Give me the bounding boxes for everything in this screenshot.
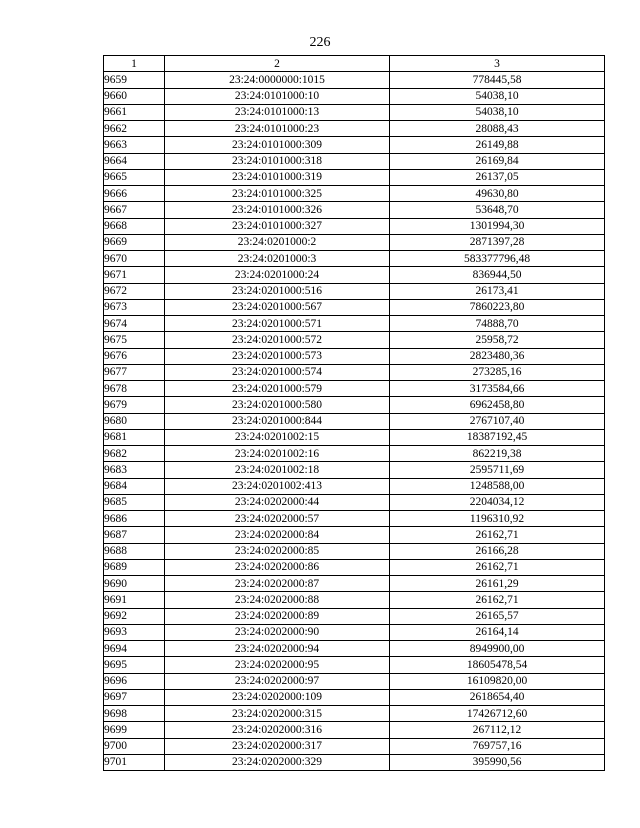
table-row bbox=[104, 689, 605, 705]
table-row bbox=[104, 478, 605, 494]
cadastral-value-cell: 18605478,54 bbox=[390, 657, 605, 673]
cadastral-number-cell: 23:24:0202000:317 bbox=[165, 738, 390, 754]
row-number-cell: 9660 bbox=[104, 88, 165, 104]
cadastral-value-cell: 2823480,36 bbox=[390, 348, 605, 364]
cadastral-number-cell: 23:24:0101000:10 bbox=[165, 88, 390, 104]
table-row bbox=[104, 88, 605, 104]
cadastral-number-cell: 23:24:0201000:3 bbox=[165, 251, 390, 267]
row-number-cell: 9676 bbox=[104, 348, 165, 364]
cadastral-value-cell: 54038,10 bbox=[390, 88, 605, 104]
table-row bbox=[104, 494, 605, 510]
table-row bbox=[104, 251, 605, 267]
cadastral-value-cell: 273285,16 bbox=[390, 364, 605, 380]
cadastral-number-cell: 23:24:0202000:85 bbox=[165, 543, 390, 559]
cadastral-number-cell: 23:24:0202000:86 bbox=[165, 559, 390, 575]
cadastral-value-cell: 26162,71 bbox=[390, 559, 605, 575]
cadastral-value-cell: 26149,88 bbox=[390, 137, 605, 153]
cadastral-value-cell: 17426712,60 bbox=[390, 706, 605, 722]
table-row bbox=[104, 462, 605, 478]
cadastral-number-cell: 23:24:0201000:572 bbox=[165, 332, 390, 348]
row-number-cell: 9668 bbox=[104, 218, 165, 234]
table-row bbox=[104, 397, 605, 413]
row-number-cell: 9697 bbox=[104, 689, 165, 705]
table-row bbox=[104, 543, 605, 559]
cadastral-value-cell: 7860223,80 bbox=[390, 299, 605, 315]
cadastral-value-cell: 2871397,28 bbox=[390, 234, 605, 250]
table-row bbox=[104, 429, 605, 445]
row-number-cell: 9687 bbox=[104, 527, 165, 543]
row-number-cell: 9681 bbox=[104, 429, 165, 445]
table-row bbox=[104, 348, 605, 364]
cadastral-value-cell: 1248588,00 bbox=[390, 478, 605, 494]
cadastral-number-cell: 23:24:0101000:318 bbox=[165, 153, 390, 169]
row-number-cell: 9666 bbox=[104, 186, 165, 202]
cadastral-number-cell: 23:24:0101000:326 bbox=[165, 202, 390, 218]
cadastral-number-cell: 23:24:0202000:90 bbox=[165, 624, 390, 640]
row-number-cell: 9696 bbox=[104, 673, 165, 689]
cadastral-value-cell: 54038,10 bbox=[390, 104, 605, 120]
row-number-cell: 9694 bbox=[104, 641, 165, 657]
cadastral-number-cell: 23:24:0201000:574 bbox=[165, 364, 390, 380]
table-row bbox=[104, 72, 605, 88]
row-number-cell: 9678 bbox=[104, 381, 165, 397]
table-row bbox=[104, 446, 605, 462]
table-row bbox=[104, 169, 605, 185]
column-header-cadastral-number: 2 bbox=[165, 56, 390, 72]
row-number-cell: 9671 bbox=[104, 267, 165, 283]
row-number-cell: 9670 bbox=[104, 251, 165, 267]
table-row bbox=[104, 673, 605, 689]
cadastral-value-cell: 74888,70 bbox=[390, 316, 605, 332]
cadastral-number-cell: 23:24:0202000:44 bbox=[165, 494, 390, 510]
row-number-cell: 9662 bbox=[104, 121, 165, 137]
cadastral-value-cell: 583377796,48 bbox=[390, 251, 605, 267]
cadastral-value-cell: 26161,29 bbox=[390, 576, 605, 592]
row-number-cell: 9698 bbox=[104, 706, 165, 722]
cadastral-value-table bbox=[103, 55, 605, 771]
table-row bbox=[104, 706, 605, 722]
cadastral-value-cell: 16109820,00 bbox=[390, 673, 605, 689]
cadastral-number-cell: 23:24:0202000:89 bbox=[165, 608, 390, 624]
table-row bbox=[104, 381, 605, 397]
row-number-cell: 9691 bbox=[104, 592, 165, 608]
cadastral-number-cell: 23:24:0201000:567 bbox=[165, 299, 390, 315]
cadastral-number-cell: 23:24:0201000:844 bbox=[165, 413, 390, 429]
row-number-cell: 9689 bbox=[104, 559, 165, 575]
page-number: 226 bbox=[309, 35, 331, 50]
cadastral-number-cell: 23:24:0202000:97 bbox=[165, 673, 390, 689]
table-row bbox=[104, 267, 605, 283]
cadastral-number-cell: 23:24:0101000:309 bbox=[165, 137, 390, 153]
row-number-cell: 9675 bbox=[104, 332, 165, 348]
cadastral-value-cell: 769757,16 bbox=[390, 738, 605, 754]
table-row bbox=[104, 608, 605, 624]
table-row bbox=[104, 364, 605, 380]
row-number-cell: 9667 bbox=[104, 202, 165, 218]
cadastral-value-cell: 778445,58 bbox=[390, 72, 605, 88]
row-number-cell: 9688 bbox=[104, 543, 165, 559]
cadastral-value-cell: 1196310,92 bbox=[390, 511, 605, 527]
cadastral-value-cell: 2595711,69 bbox=[390, 462, 605, 478]
cadastral-number-cell: 23:24:0202000:94 bbox=[165, 641, 390, 657]
cadastral-value-cell: 836944,50 bbox=[390, 267, 605, 283]
cadastral-number-cell: 23:24:0202000:109 bbox=[165, 689, 390, 705]
cadastral-number-cell: 23:24:0201000:579 bbox=[165, 381, 390, 397]
row-number-cell: 9665 bbox=[104, 169, 165, 185]
row-number-cell: 9684 bbox=[104, 478, 165, 494]
cadastral-number-cell: 23:24:0201000:516 bbox=[165, 283, 390, 299]
cadastral-value-cell: 28088,43 bbox=[390, 121, 605, 137]
table-row bbox=[104, 137, 605, 153]
row-number-cell: 9690 bbox=[104, 576, 165, 592]
cadastral-value-cell: 53648,70 bbox=[390, 202, 605, 218]
cadastral-number-cell: 23:24:0202000:87 bbox=[165, 576, 390, 592]
table-row bbox=[104, 624, 605, 640]
table-row bbox=[104, 559, 605, 575]
cadastral-number-cell: 23:24:0202000:316 bbox=[165, 722, 390, 738]
cadastral-number-cell: 23:24:0101000:325 bbox=[165, 186, 390, 202]
table-row bbox=[104, 592, 605, 608]
cadastral-value-cell: 26164,14 bbox=[390, 624, 605, 640]
cadastral-number-cell: 23:24:0202000:57 bbox=[165, 511, 390, 527]
cadastral-value-cell: 395990,56 bbox=[390, 754, 605, 770]
row-number-cell: 9683 bbox=[104, 462, 165, 478]
table-row bbox=[104, 202, 605, 218]
cadastral-value-cell: 18387192,45 bbox=[390, 429, 605, 445]
cadastral-value-cell: 1301994,30 bbox=[390, 218, 605, 234]
table-row bbox=[104, 234, 605, 250]
row-number-cell: 9672 bbox=[104, 283, 165, 299]
row-number-cell: 9664 bbox=[104, 153, 165, 169]
table-row bbox=[104, 153, 605, 169]
cadastral-number-cell: 23:24:0201000:2 bbox=[165, 234, 390, 250]
table-row bbox=[104, 218, 605, 234]
row-number-cell: 9692 bbox=[104, 608, 165, 624]
row-number-cell: 9701 bbox=[104, 754, 165, 770]
table-header bbox=[104, 56, 605, 72]
table-row bbox=[104, 754, 605, 770]
table-body bbox=[104, 72, 605, 771]
cadastral-value-cell: 26165,57 bbox=[390, 608, 605, 624]
cadastral-value-cell: 6962458,80 bbox=[390, 397, 605, 413]
row-number-cell: 9682 bbox=[104, 446, 165, 462]
cadastral-value-cell: 3173584,66 bbox=[390, 381, 605, 397]
cadastral-value-cell: 2767107,40 bbox=[390, 413, 605, 429]
cadastral-number-cell: 23:24:0201002:15 bbox=[165, 429, 390, 445]
cadastral-number-cell: 23:24:0202000:329 bbox=[165, 754, 390, 770]
cadastral-number-cell: 23:24:0202000:88 bbox=[165, 592, 390, 608]
cadastral-number-cell: 23:24:0201000:573 bbox=[165, 348, 390, 364]
row-number-cell: 9661 bbox=[104, 104, 165, 120]
cadastral-number-cell: 23:24:0101000:23 bbox=[165, 121, 390, 137]
table-row bbox=[104, 641, 605, 657]
cadastral-number-cell: 23:24:0201002:16 bbox=[165, 446, 390, 462]
cadastral-value-cell: 8949900,00 bbox=[390, 641, 605, 657]
row-number-cell: 9663 bbox=[104, 137, 165, 153]
cadastral-value-cell: 49630,80 bbox=[390, 186, 605, 202]
cadastral-value-cell: 26166,28 bbox=[390, 543, 605, 559]
cadastral-value-cell: 862219,38 bbox=[390, 446, 605, 462]
row-number-cell: 9659 bbox=[104, 72, 165, 88]
table-row bbox=[104, 316, 605, 332]
cadastral-value-cell: 267112,12 bbox=[390, 722, 605, 738]
cadastral-number-cell: 23:24:0101000:327 bbox=[165, 218, 390, 234]
cadastral-value-cell: 26169,84 bbox=[390, 153, 605, 169]
table-row bbox=[104, 299, 605, 315]
cadastral-number-cell: 23:24:0201000:580 bbox=[165, 397, 390, 413]
cadastral-value-cell: 2204034,12 bbox=[390, 494, 605, 510]
row-number-cell: 9674 bbox=[104, 316, 165, 332]
row-number-cell: 9685 bbox=[104, 494, 165, 510]
row-number-cell: 9673 bbox=[104, 299, 165, 315]
cadastral-number-cell: 23:24:0201000:571 bbox=[165, 316, 390, 332]
row-number-cell: 9700 bbox=[104, 738, 165, 754]
cadastral-number-cell: 23:24:0101000:13 bbox=[165, 104, 390, 120]
cadastral-number-cell: 23:24:0201002:413 bbox=[165, 478, 390, 494]
cadastral-value-cell: 26162,71 bbox=[390, 592, 605, 608]
row-number-cell: 9669 bbox=[104, 234, 165, 250]
cadastral-number-cell: 23:24:0101000:319 bbox=[165, 169, 390, 185]
cadastral-number-cell: 23:24:0201000:24 bbox=[165, 267, 390, 283]
table-row bbox=[104, 657, 605, 673]
header-row bbox=[104, 56, 605, 72]
table-row bbox=[104, 332, 605, 348]
cadastral-number-cell: 23:24:0202000:95 bbox=[165, 657, 390, 673]
cadastral-number-cell: 23:24:0201002:18 bbox=[165, 462, 390, 478]
column-header-number: 1 bbox=[104, 56, 165, 72]
row-number-cell: 9695 bbox=[104, 657, 165, 673]
column-header-value: 3 bbox=[390, 56, 605, 72]
table-row bbox=[104, 722, 605, 738]
row-number-cell: 9686 bbox=[104, 511, 165, 527]
table-row bbox=[104, 186, 605, 202]
cadastral-number-cell: 23:24:0202000:315 bbox=[165, 706, 390, 722]
table-row bbox=[104, 283, 605, 299]
table-row bbox=[104, 104, 605, 120]
cadastral-value-cell: 26173,41 bbox=[390, 283, 605, 299]
row-number-cell: 9680 bbox=[104, 413, 165, 429]
table-row bbox=[104, 738, 605, 754]
cadastral-value-cell: 26162,71 bbox=[390, 527, 605, 543]
cadastral-value-cell: 25958,72 bbox=[390, 332, 605, 348]
row-number-cell: 9677 bbox=[104, 364, 165, 380]
table-row bbox=[104, 511, 605, 527]
row-number-cell: 9679 bbox=[104, 397, 165, 413]
row-number-cell: 9699 bbox=[104, 722, 165, 738]
cadastral-value-cell: 26137,05 bbox=[390, 169, 605, 185]
cadastral-value-cell: 2618654,40 bbox=[390, 689, 605, 705]
table-row bbox=[104, 576, 605, 592]
table-row bbox=[104, 121, 605, 137]
table-row bbox=[104, 413, 605, 429]
cadastral-number-cell: 23:24:0202000:84 bbox=[165, 527, 390, 543]
cadastral-number-cell: 23:24:0000000:1015 bbox=[165, 72, 390, 88]
row-number-cell: 9693 bbox=[104, 624, 165, 640]
table-row bbox=[104, 527, 605, 543]
